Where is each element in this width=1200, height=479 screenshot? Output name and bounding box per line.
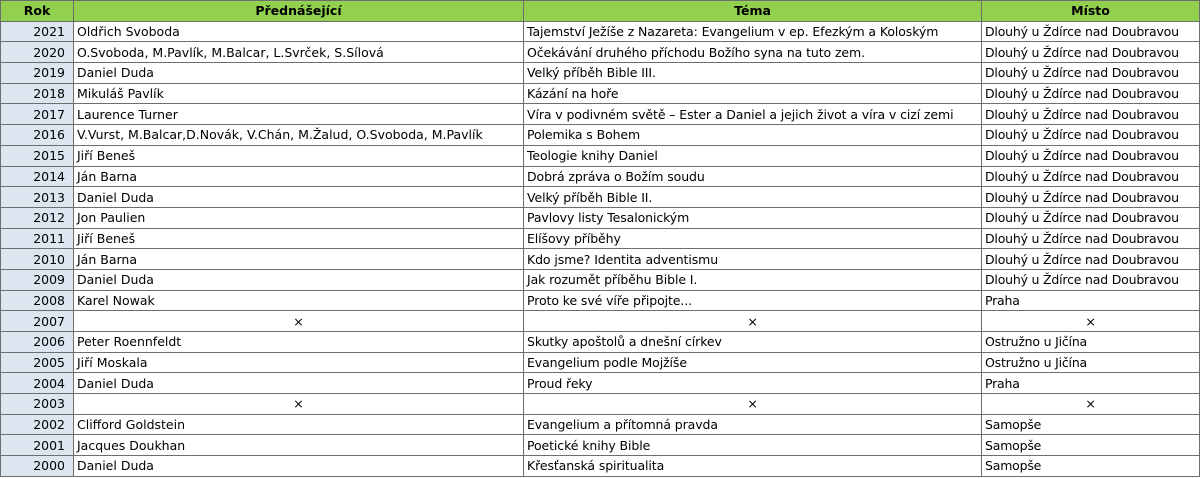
cell-rok[interactable]: 2000 [1,456,74,477]
cell-prednasejici[interactable]: Laurence Turner [74,104,524,125]
cell-tema[interactable]: Víra v podivném světě – Ester a Daniel a jejich život a víra v cizí zemi [524,104,982,125]
cell-prednasejici[interactable]: Daniel Duda [74,187,524,208]
table-row [1,166,1200,187]
cell-misto[interactable]: Praha [982,373,1200,394]
cell-tema[interactable]: Pavlovy listy Tesalonickým [524,207,982,228]
cell-prednasejici[interactable]: Mikuláš Pavlík [74,83,524,104]
cell-rok[interactable]: 2006 [1,332,74,353]
cell-misto[interactable]: Dlouhý u Ždírce nad Doubravou [982,63,1200,84]
cell-misto[interactable]: Ostružno u Jičína [982,352,1200,373]
cell-rok[interactable]: 2016 [1,125,74,146]
cell-tema[interactable]: Jak rozumět příběhu Bible I. [524,269,982,290]
cell-rok[interactable]: 2012 [1,207,74,228]
cell-prednasejici[interactable]: Peter Roennfeldt [74,332,524,353]
cell-rok[interactable]: 2013 [1,187,74,208]
cell-tema[interactable]: Velký příběh Bible II. [524,187,982,208]
cell-tema[interactable]: Křesťanská spiritualita [524,456,982,477]
cell-tema[interactable]: × [524,394,982,415]
table-row [1,435,1200,456]
cell-prednasejici[interactable]: × [74,394,524,415]
cell-tema[interactable]: Očekávání druhého příchodu Božího syna na tuto zem. [524,42,982,63]
header-misto[interactable]: Místo [982,1,1200,22]
cell-misto[interactable]: Dlouhý u Ždírce nad Doubravou [982,187,1200,208]
table-row [1,456,1200,477]
cell-misto[interactable]: Dlouhý u Ždírce nad Doubravou [982,21,1200,42]
header-row [1,1,1200,22]
cell-tema[interactable]: Evangelium a přítomná pravda [524,414,982,435]
cell-misto[interactable]: Dlouhý u Ždírce nad Doubravou [982,269,1200,290]
table-row [1,21,1200,42]
cell-misto[interactable]: × [982,311,1200,332]
table-body [1,21,1200,476]
table-row [1,352,1200,373]
cell-misto[interactable]: × [982,394,1200,415]
table-row [1,332,1200,353]
header-prednasejici[interactable]: Přednášející [74,1,524,22]
cell-rok[interactable]: 2019 [1,63,74,84]
table-row [1,311,1200,332]
cell-prednasejici[interactable]: O.Svoboda, M.Pavlík, M.Balcar, L.Svrček, S.Sílová [74,42,524,63]
table-row [1,373,1200,394]
cell-misto[interactable]: Dlouhý u Ždírce nad Doubravou [982,125,1200,146]
cell-rok[interactable]: 2020 [1,42,74,63]
cell-tema[interactable]: × [524,311,982,332]
cell-rok[interactable]: 2005 [1,352,74,373]
header-tema[interactable]: Téma [524,1,982,22]
cell-prednasejici[interactable]: Oldřich Svoboda [74,21,524,42]
cell-tema[interactable]: Dobrá zpráva o Božím soudu [524,166,982,187]
table-row [1,83,1200,104]
table-row [1,125,1200,146]
cell-rok[interactable]: 2002 [1,414,74,435]
cell-prednasejici[interactable]: × [74,311,524,332]
cell-tema[interactable]: Skutky apoštolů a dnešní církev [524,332,982,353]
cell-prednasejici[interactable]: Ján Barna [74,166,524,187]
cell-rok[interactable]: 2021 [1,21,74,42]
cell-misto[interactable]: Dlouhý u Ždírce nad Doubravou [982,104,1200,125]
cell-misto[interactable]: Dlouhý u Ždírce nad Doubravou [982,249,1200,270]
cell-tema[interactable]: Proud řeky [524,373,982,394]
table-row [1,414,1200,435]
cell-rok[interactable]: 2018 [1,83,74,104]
cell-rok[interactable]: 2010 [1,249,74,270]
table-row [1,187,1200,208]
table-row [1,269,1200,290]
cell-prednasejici[interactable]: Jiří Beneš [74,228,524,249]
cell-rok[interactable]: 2001 [1,435,74,456]
table-row [1,63,1200,84]
cell-prednasejici[interactable]: Clifford Goldstein [74,414,524,435]
header-rok[interactable]: Rok [1,1,74,22]
cell-misto[interactable]: Dlouhý u Ždírce nad Doubravou [982,42,1200,63]
cell-misto[interactable]: Praha [982,290,1200,311]
table-row [1,207,1200,228]
cell-prednasejici[interactable]: Jon Paulien [74,207,524,228]
cell-prednasejici[interactable]: Jiří Moskala [74,352,524,373]
cell-prednasejici[interactable]: V.Vurst, M.Balcar,D.Novák, V.Chán, M.Žalud, O.Svoboda, M.Pavlík [74,125,524,146]
cell-rok[interactable]: 2014 [1,166,74,187]
cell-tema[interactable]: Polemika s Bohem [524,125,982,146]
cell-misto[interactable]: Dlouhý u Ždírce nad Doubravou [982,228,1200,249]
table-row [1,228,1200,249]
cell-rok[interactable]: 2011 [1,228,74,249]
table-row [1,290,1200,311]
cell-prednasejici[interactable]: Jiří Beneš [74,145,524,166]
cell-rok[interactable]: 2017 [1,104,74,125]
cell-misto[interactable]: Dlouhý u Ždírce nad Doubravou [982,166,1200,187]
cell-misto[interactable]: Dlouhý u Ždírce nad Doubravou [982,207,1200,228]
cell-misto[interactable]: Dlouhý u Ždírce nad Doubravou [982,83,1200,104]
cell-rok[interactable]: 2008 [1,290,74,311]
cell-rok[interactable]: 2003 [1,394,74,415]
cell-misto[interactable]: Samopše [982,456,1200,477]
cell-prednasejici[interactable]: Daniel Duda [74,373,524,394]
cell-prednasejici[interactable]: Daniel Duda [74,456,524,477]
cell-tema[interactable]: Poetické knihy Bible [524,435,982,456]
cell-prednasejici[interactable]: Daniel Duda [74,269,524,290]
table-row [1,394,1200,415]
cell-rok[interactable]: 2007 [1,311,74,332]
cell-tema[interactable]: Kázání na hoře [524,83,982,104]
cell-tema[interactable]: Teologie knihy Daniel [524,145,982,166]
cell-tema[interactable]: Evangelium podle Mojžíše [524,352,982,373]
cell-prednasejici[interactable]: Jacques Doukhan [74,435,524,456]
table-row [1,145,1200,166]
cell-misto[interactable]: Ostružno u Jičína [982,332,1200,353]
cell-prednasejici[interactable]: Karel Nowak [74,290,524,311]
cell-misto[interactable]: Samopše [982,435,1200,456]
cell-prednasejici[interactable]: Daniel Duda [74,63,524,84]
table-row [1,249,1200,270]
table-row [1,42,1200,63]
table-row [1,104,1200,125]
cell-rok[interactable]: 2015 [1,145,74,166]
cell-misto[interactable]: Dlouhý u Ždírce nad Doubravou [982,145,1200,166]
cell-tema[interactable]: Velký příběh Bible III. [524,63,982,84]
cell-tema[interactable]: Kdo jsme? Identita adventismu [524,249,982,270]
cell-rok[interactable]: 2004 [1,373,74,394]
cell-prednasejici[interactable]: Ján Barna [74,249,524,270]
cell-tema[interactable]: Proto ke své víře připojte... [524,290,982,311]
cell-tema[interactable]: Tajemství Ježíše z Nazareta: Evangelium v ep. Efezkým a Koloským [524,21,982,42]
cell-tema[interactable]: Elíšovy příběhy [524,228,982,249]
cell-rok[interactable]: 2009 [1,269,74,290]
cell-misto[interactable]: Samopše [982,414,1200,435]
